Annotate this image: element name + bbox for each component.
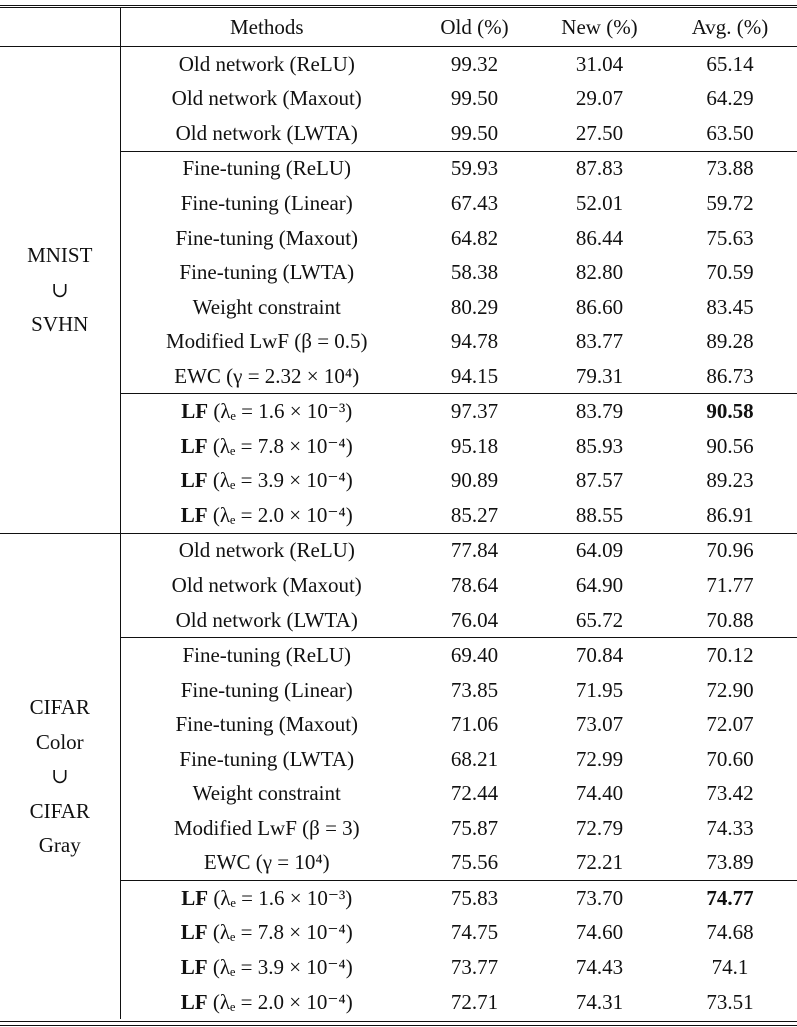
new-value-cell: 72.79 bbox=[575, 815, 624, 840]
avg-value-cell: 86.73 bbox=[706, 363, 754, 388]
method-prefix: LF bbox=[180, 920, 208, 945]
table-row bbox=[0, 533, 797, 568]
old-value-cell: 99.50 bbox=[450, 86, 499, 111]
table-row bbox=[0, 429, 797, 464]
avg-value-cell: 74.68 bbox=[706, 920, 754, 945]
dataset-group-line: Color bbox=[35, 729, 84, 754]
new-value-cell: 86.60 bbox=[575, 294, 624, 319]
dataset-group-label bbox=[0, 47, 120, 534]
dataset-group-line: Gray bbox=[38, 833, 81, 858]
method-label: (λₑ = 2.0 × 10⁻⁴) bbox=[207, 502, 353, 527]
avg-value-cell: 90.56 bbox=[706, 433, 754, 458]
new-value-cell: 85.93 bbox=[575, 433, 624, 458]
avg-value-cell: 74.33 bbox=[706, 815, 754, 840]
dataset-group-line: SVHN bbox=[31, 312, 89, 337]
table-row bbox=[0, 950, 797, 985]
table-row bbox=[0, 324, 797, 359]
table-row bbox=[0, 255, 797, 290]
method-prefix: LF bbox=[180, 989, 208, 1014]
avg-value-cell: 65.14 bbox=[706, 51, 754, 76]
method-prefix: LF bbox=[180, 433, 208, 458]
method-cell bbox=[120, 916, 413, 951]
old-value-cell: 73.85 bbox=[450, 677, 499, 702]
method-cell bbox=[120, 742, 413, 777]
method-cell bbox=[120, 846, 413, 881]
old-value-cell: 76.04 bbox=[450, 607, 499, 632]
avg-value-cell: 70.88 bbox=[706, 607, 754, 632]
method-cell bbox=[120, 255, 413, 290]
old-value-cell: 72.71 bbox=[450, 989, 499, 1014]
table-row bbox=[0, 394, 797, 429]
avg-value-cell: 70.96 bbox=[663, 533, 797, 568]
old-value-cell: 90.89 bbox=[450, 468, 499, 493]
table-row bbox=[0, 151, 797, 186]
table-row bbox=[0, 881, 797, 916]
new-value-cell: 27.50 bbox=[575, 120, 624, 145]
avg-value-cell: 70.59 bbox=[706, 260, 754, 285]
old-value-cell: 95.18 bbox=[450, 433, 499, 458]
new-value-cell: 31.04 bbox=[575, 51, 624, 76]
header-new: New (%) bbox=[536, 7, 663, 47]
old-value-cell: 73.77 bbox=[450, 954, 499, 979]
method-label: Fine-tuning (Maxout) bbox=[175, 225, 359, 250]
header-old: Old (%) bbox=[413, 7, 536, 47]
table-row bbox=[0, 707, 797, 742]
table-row bbox=[0, 186, 797, 221]
new-value-cell: 73.70 bbox=[536, 881, 663, 916]
old-value-cell: 85.27 bbox=[450, 502, 499, 527]
method-label: Fine-tuning (LWTA) bbox=[179, 746, 355, 771]
method-label: Old network (LWTA) bbox=[175, 607, 358, 632]
new-value-cell: 83.79 bbox=[536, 394, 663, 429]
old-value-cell: 68.21 bbox=[450, 746, 499, 771]
old-value-cell: 99.50 bbox=[450, 120, 499, 145]
method-cell bbox=[120, 881, 413, 916]
old-value-cell: 74.75 bbox=[450, 920, 499, 945]
dataset-group-line: CIFAR bbox=[29, 798, 90, 823]
avg-value-cell: 72.90 bbox=[706, 677, 754, 702]
method-label: Fine-tuning (LWTA) bbox=[179, 260, 355, 285]
old-value-cell: 59.93 bbox=[413, 151, 536, 186]
dataset-group-line: MNIST bbox=[27, 243, 93, 268]
new-value-cell: 74.60 bbox=[575, 920, 624, 945]
avg-value-cell: 74.1 bbox=[711, 954, 749, 979]
method-label: EWC (γ = 2.32 × 10⁴) bbox=[174, 363, 360, 388]
new-value-cell: 83.77 bbox=[575, 329, 624, 354]
table-row bbox=[0, 985, 797, 1020]
header-group bbox=[0, 7, 120, 47]
table-row bbox=[0, 846, 797, 881]
method-cell bbox=[120, 151, 413, 186]
method-label: (λₑ = 7.8 × 10⁻⁴) bbox=[207, 920, 353, 945]
method-label: (λₑ = 1.6 × 10⁻³) bbox=[208, 399, 353, 424]
new-value-cell: 73.07 bbox=[575, 712, 624, 737]
old-value-cell: 64.82 bbox=[450, 225, 499, 250]
new-value-cell: 74.43 bbox=[575, 954, 624, 979]
avg-value-cell: 71.77 bbox=[706, 572, 754, 597]
method-cell bbox=[120, 985, 413, 1020]
method-label: Old network (LWTA) bbox=[175, 120, 358, 145]
old-value-cell: 94.15 bbox=[450, 363, 499, 388]
method-label: Fine-tuning (ReLU) bbox=[182, 156, 352, 181]
new-value-cell: 87.83 bbox=[536, 151, 663, 186]
table-row bbox=[0, 811, 797, 846]
avg-value-cell: 75.63 bbox=[706, 225, 754, 250]
new-value-cell: 74.40 bbox=[575, 781, 624, 806]
method-prefix: LF bbox=[181, 885, 209, 910]
avg-value-cell: 73.51 bbox=[706, 989, 754, 1014]
method-cell bbox=[120, 638, 413, 673]
method-label: Old network (Maxout) bbox=[171, 572, 362, 597]
avg-value-cell: 83.45 bbox=[706, 294, 754, 319]
new-value-cell: 72.99 bbox=[575, 746, 624, 771]
method-cell bbox=[120, 116, 413, 151]
results-table bbox=[0, 5, 797, 1019]
method-cell bbox=[120, 533, 413, 568]
table-row bbox=[0, 776, 797, 811]
method-cell bbox=[120, 498, 413, 533]
method-label: (λₑ = 7.8 × 10⁻⁴) bbox=[207, 433, 353, 458]
table-row bbox=[0, 47, 797, 82]
method-label: Modified LwF (β = 3) bbox=[173, 815, 360, 840]
avg-value-cell: 59.72 bbox=[706, 190, 754, 215]
method-cell bbox=[120, 359, 413, 394]
table-row bbox=[0, 498, 797, 533]
method-cell bbox=[120, 603, 413, 638]
table-row bbox=[0, 603, 797, 638]
old-value-cell: 75.56 bbox=[450, 850, 499, 875]
old-value-cell: 99.32 bbox=[450, 51, 499, 76]
new-value-cell: 74.31 bbox=[575, 989, 624, 1014]
bottom-rule bbox=[0, 1025, 797, 1026]
method-cell bbox=[120, 394, 413, 429]
avg-value-cell: 86.91 bbox=[706, 502, 754, 527]
avg-value-cell: 73.42 bbox=[706, 781, 754, 806]
method-prefix: LF bbox=[180, 502, 208, 527]
method-cell bbox=[120, 82, 413, 117]
avg-value-cell: 89.28 bbox=[706, 329, 754, 354]
header-avg: Avg. (%) bbox=[663, 7, 797, 47]
method-cell bbox=[120, 673, 413, 708]
new-value-cell: 82.80 bbox=[575, 260, 624, 285]
old-value-cell: 58.38 bbox=[450, 260, 499, 285]
avg-value-cell: 63.50 bbox=[706, 120, 754, 145]
table-row bbox=[0, 359, 797, 394]
avg-value-cell: 90.58 bbox=[663, 394, 797, 429]
old-value-cell: 80.29 bbox=[450, 294, 499, 319]
method-prefix: LF bbox=[181, 399, 209, 424]
new-value-cell: 86.44 bbox=[575, 225, 624, 250]
new-value-cell: 70.84 bbox=[536, 638, 663, 673]
old-value-cell: 78.64 bbox=[450, 572, 499, 597]
dataset-group-line: ∪ bbox=[50, 277, 69, 302]
method-label: (λₑ = 3.9 × 10⁻⁴) bbox=[207, 468, 353, 493]
table-row bbox=[0, 638, 797, 673]
old-value-cell: 94.78 bbox=[450, 329, 499, 354]
table-row bbox=[0, 290, 797, 325]
old-value-cell: 75.83 bbox=[413, 881, 536, 916]
method-cell bbox=[120, 47, 413, 82]
method-cell bbox=[120, 290, 413, 325]
method-cell bbox=[120, 429, 413, 464]
header-methods: Methods bbox=[120, 7, 413, 47]
method-cell bbox=[120, 186, 413, 221]
table-row bbox=[0, 568, 797, 603]
method-label: Fine-tuning (ReLU) bbox=[182, 643, 352, 668]
avg-value-cell: 73.89 bbox=[706, 850, 754, 875]
method-cell bbox=[120, 776, 413, 811]
avg-value-cell: 73.88 bbox=[663, 151, 797, 186]
table-header-row bbox=[0, 7, 797, 47]
old-value-cell: 71.06 bbox=[450, 712, 499, 737]
table-row bbox=[0, 916, 797, 951]
method-label: Fine-tuning (Linear) bbox=[180, 677, 353, 702]
table-row bbox=[0, 673, 797, 708]
new-value-cell: 29.07 bbox=[575, 86, 624, 111]
method-cell bbox=[120, 950, 413, 985]
new-value-cell: 71.95 bbox=[575, 677, 624, 702]
method-label: Weight constraint bbox=[192, 294, 341, 319]
method-prefix: LF bbox=[180, 954, 208, 979]
new-value-cell: 79.31 bbox=[575, 363, 624, 388]
old-value-cell: 75.87 bbox=[450, 815, 499, 840]
method-label: Fine-tuning (Maxout) bbox=[175, 712, 359, 737]
new-value-cell: 64.90 bbox=[575, 572, 624, 597]
method-label: Old network (ReLU) bbox=[178, 538, 355, 563]
avg-value-cell: 72.07 bbox=[706, 712, 754, 737]
method-cell bbox=[120, 221, 413, 256]
avg-value-cell: 70.60 bbox=[706, 746, 754, 771]
table-row bbox=[0, 742, 797, 777]
method-label: Weight constraint bbox=[192, 781, 341, 806]
old-value-cell: 97.37 bbox=[413, 394, 536, 429]
dataset-group-line: ∪ bbox=[50, 764, 69, 789]
method-label: Fine-tuning (Linear) bbox=[180, 190, 353, 215]
old-value-cell: 77.84 bbox=[413, 533, 536, 568]
avg-value-cell: 74.77 bbox=[663, 881, 797, 916]
table-row bbox=[0, 221, 797, 256]
method-prefix: LF bbox=[180, 468, 208, 493]
new-value-cell: 88.55 bbox=[575, 502, 624, 527]
method-cell bbox=[120, 707, 413, 742]
dataset-group-line: CIFAR bbox=[29, 695, 90, 720]
method-cell bbox=[120, 464, 413, 499]
method-label: (λₑ = 1.6 × 10⁻³) bbox=[208, 885, 353, 910]
dataset-group-label bbox=[0, 533, 120, 1019]
new-value-cell: 64.09 bbox=[536, 533, 663, 568]
avg-value-cell: 89.23 bbox=[706, 468, 754, 493]
old-value-cell: 69.40 bbox=[413, 638, 536, 673]
new-value-cell: 52.01 bbox=[575, 190, 624, 215]
avg-value-cell: 70.12 bbox=[663, 638, 797, 673]
method-label: Modified LwF (β = 0.5) bbox=[165, 329, 368, 354]
avg-value-cell: 64.29 bbox=[706, 86, 754, 111]
new-value-cell: 87.57 bbox=[575, 468, 624, 493]
method-cell bbox=[120, 568, 413, 603]
new-value-cell: 65.72 bbox=[575, 607, 624, 632]
table-row bbox=[0, 464, 797, 499]
method-label: (λₑ = 3.9 × 10⁻⁴) bbox=[207, 954, 353, 979]
table-body bbox=[0, 47, 797, 1020]
method-label: Old network (ReLU) bbox=[178, 51, 355, 76]
method-cell bbox=[120, 324, 413, 359]
method-label: Old network (Maxout) bbox=[171, 86, 362, 111]
table-row bbox=[0, 82, 797, 117]
old-value-cell: 67.43 bbox=[450, 190, 499, 215]
method-label: (λₑ = 2.0 × 10⁻⁴) bbox=[207, 989, 353, 1014]
method-label: EWC (γ = 10⁴) bbox=[203, 850, 330, 875]
bottom-rule bbox=[0, 1021, 797, 1022]
method-cell bbox=[120, 811, 413, 846]
old-value-cell: 72.44 bbox=[450, 781, 499, 806]
new-value-cell: 72.21 bbox=[575, 850, 624, 875]
table-row bbox=[0, 116, 797, 151]
